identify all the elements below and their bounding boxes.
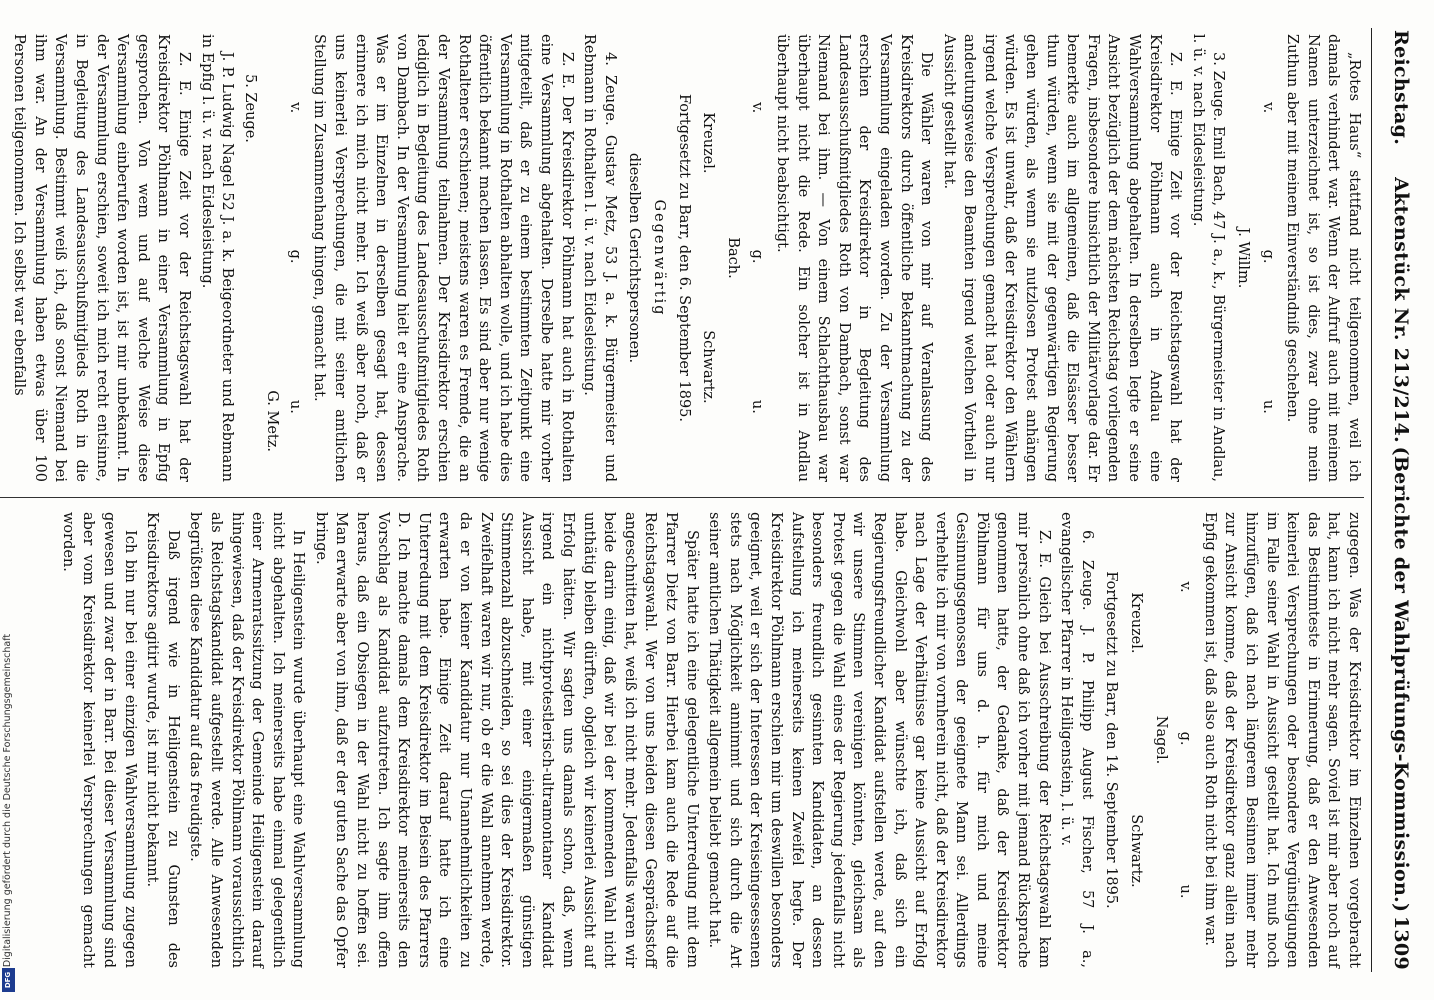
left-column [10, 34, 1364, 482]
signature-marks: v. g. u. [1177, 581, 1194, 899]
witness-label: 5. Zeuge. [241, 74, 258, 143]
right-column [10, 512, 1364, 968]
paragraph: J. P. Ludwig Nagel 52 J. a. k. Beigeordneter und Rebmann in Epfig l. ü. v. nach Eidesleistung. [198, 34, 236, 482]
present-heading: Gegenwärtig [651, 199, 667, 317]
dfg-logo: DFG [2, 968, 15, 992]
page-header [1372, 30, 1412, 970]
signature-marks: v. g. u. [286, 102, 303, 414]
paragraph: 6. Zeuge. J. P. Philipp August Fischer, 57 J. a., evangelischer Pfarrer in Heiligenstein, l. ü. v. [1058, 512, 1095, 968]
header-section: Reichstag. [1390, 30, 1412, 146]
header-rule [1371, 28, 1372, 972]
paragraph: zugegen. Was der Kreisdirektor im Einzelnen vorgebracht hat, kann ich nicht mehr sagen. Soviel ist mir aber noch auf das Bestimmteste in Erinnerung, daß er den Anwesenden keinerlei Versprechungen oder besondere Vergünstigungen im Falle seiner Wahl in Aussicht gestellt hat. Ich muß noch hinzufügen, daß ich nach längerem Besinnen immer mehr zur Ansicht komme, daß der Kreisdirektor ganz allein nach Epfig gekommen ist, daß also auch Roth nicht bei ihm war. [1201, 512, 1362, 968]
paragraph: Z. E. Gleich bei Ausschreibung der Reichstagswahl kam mir persönlich ohne daß ich vorher mit jemand Rücksprache genommen hatte, der Gedanke, daß der Kreisdirektor Pöhlmann für uns d. h. für mich und meine Gesinnungsgenossen der geeignete Mann sei. Allerdings verhehlte ich mir von vornherein nicht, daß der Kreisdirektor nach Lage der Verhältnisse gar keine Aussicht auf Erfolg habe. Gleichwohl aber wünschte ich, daß sich ein Regierungsfreundlicher Kandidat aufstellen werde, auf den wir unsere Stimmen vereinigen könnten, gleichsam als Protest gegen die Wahl eines der Regierung jedenfalls nicht besonders freundlich gesinnten Kandidaten, an dessen Aufstellung ich meinerseits keinen Zweifel hegte. Der Kreisdirektor Pöhlmann erschien mir um deswillen besonders geeignet, weil er sich der Interessen der Kreiseingesessenen stets nach Möglichkeit annimmt und sich durch die Art seiner amtlichen Thätigkeit allgemein beliebt gemacht hat. [706, 512, 1052, 968]
present-persons: dieselben Gerichtspersonen. [626, 152, 643, 364]
dateline: Fortgesetzt zu Barr, den 14. September 1895. [1103, 571, 1120, 909]
digitization-note: Digitalisierung gefördert durch die Deutsche Forschungsgemeinschaft [2, 633, 14, 967]
signature-name: J. Willm. [1235, 227, 1252, 289]
paragraph: 4. Zeuge. Gustav Metz, 53 J. a. k. Bürgermeister und Rebmann in Rothalten l. ü. v. nach Eidesleistung. [581, 34, 618, 482]
header-commission: (Berichte der Wahlprüfungs-Kommission.) [1390, 446, 1412, 913]
paragraph: Daß irgend wie in Heiligenstein zu Gunsten des Kreisdirektors agitirt wurde, ist mir nicht bekannt. [144, 512, 181, 968]
signature-marks: v. g. u. [749, 102, 766, 414]
paragraph: 3. Zeuge. Emil Bach, 47 J. a., k., Bürgermeister in Andlau, l. ü. v. nach Eidesleistung. [1189, 34, 1227, 482]
paragraph: Ich bin nur bei einer einzigen Wahlversammlung zugegen gewesen und zwar der in Barr. Bei dieser Versammlung sind aber vom Kreisdirektor keinerlei Versprechungen gemacht worden. [59, 512, 138, 968]
signature-name: Bach. [724, 237, 741, 279]
paragraph: Z. E. Einige Zeit vor der Reichstagswahl hat der Kreisdirektor Pöhlmann in einer Versammlung in Epfig gesprochen. Von wem und auf welche Weise diese Versammlung einberufen worden ist, ist mir unbekannt. In der Versammlung erschien, soweit ich mich recht entsinne, in Begleitung des Landesausschußmitglieds Roth in die Versammlung. Bestimmt weiß ich, daß sonst Niemand bei ihm war. An der Versammlung haben etwas über 100 Personen teilgenommen. Ich selbst war ebenfalls [11, 34, 192, 482]
signature-officials: Kreuzel. Schwartz. [700, 112, 717, 404]
paragraph: In Heiligenstein wurde überhaupt eine Wahlversammlung nicht abgehalten. Ich meinerseits habe einmal gelegentlich einer Armenratssitzung der Gemeinde Heiligenstein darauf hingewiesen, daß der Kreisdirektor Pöhlmann voraussichtlich als Reichstagskandidat aufgestellt werde. Alle Anwesenden begrüßten diese Kandidatur auf das freudigste. [187, 512, 307, 968]
signature-marks: v. g. u. [1259, 102, 1276, 414]
paragraph: Z. E. Der Kreisdirektor Pöhlmann hat auch in Rothalten eine Versammlung abgehalten. Derselbe hatte mir vorher mitgeteilt, daß er zu einem bestimmten Zeitpunkt eine Versammlung in Rothalten abhalten wolle, und ich habe dies öffentlich bekannt machen lassen. Es sind aber nur wenige Rothaltener erschienen; meistens waren es Fremde, die an der Versammlung teilnahmen. Der Kreisdirektor erschien lediglich in Begleitung des Landesausschußmitgliedes Roth von Dambach. In der Versammlung hielt er eine Ansprache. Was er im Einzelnen in derselben gesagt hat, dessen erinnere ich mich nicht mehr. Ich weiß aber noch, daß er uns keinerlei Versprechungen, die mit seiner amtlichen Stellung im Zusammenhang hingen, gemacht hat. [311, 34, 575, 482]
paragraph: „Rotes Haus“ stattfand nicht teilgenommen, weil ich damals verhindert war. Wenn der Aufruf auch mit meinem Namen unterzeichnet ist, so ist dies, zwar ohne mein Zuthun aber mit meinem Einverständniß geschehen. [1284, 34, 1362, 482]
paragraph: Z. E. Einige Zeit vor der Reichstagswahl hat der Kreisdirektor Pöhlmann auch in Andlau eine Wahlversammlung abgehalten. In derselben legte er seine Ansicht bezüglich der dem nächsten Reichstag vorliegenden Fragen, insbesondere hinsichtlich der Militärvorlage dar. Er bemerkte auch im allgemeinen, daß die Elsässer besser thun würden, wenn sie mit der gegenwärtigen Regierung gehen würden, als wenn sie nutzlosen Protest anhängen würden. Es ist unwahr, daß der Kreisdirektor den Wählern irgend welche Versprechungen gemacht hat oder auch nur andeutungsweise den Beamten irgend welchen Vortheil in Aussicht gestellt hat. [940, 34, 1184, 482]
column-divider [0, 497, 1364, 498]
header-doc-number: Aktenstück Nr. 213/214. [1390, 177, 1412, 444]
signature-name: Nagel. [1152, 715, 1169, 765]
signature-name: G. Metz. [264, 390, 281, 452]
signature-officials: Kreuzel. Schwartz. [1128, 592, 1145, 888]
page-number: 1309 [1390, 915, 1412, 970]
paragraph: Die Wähler waren von mir auf Veranlassung des Kreisdirektors durch öffentliche Bekanntmachung zu der Versammlung eingeladen worden. Zu der Versammlung erschien der Kreisdirektor in Begleitung des Landesausschußmitgliedes Roth von Dambach, sonst war Niemand bei ihm. — Von einem Schlachthausbau war überhaupt nicht die Rede. Ein solcher ist in Andlau überhaupt nicht beabsichtigt. [773, 34, 935, 482]
dateline: Fortgesetzt zu Barr, den 6. September 1895. [675, 93, 692, 423]
paragraph: Später hatte ich eine gelegentliche Unterredung mit dem Pfarrer Dietz von Barr. Hierbei kam auch die Rede auf die Reichstagswahl. Wer von uns beiden diesen Gesprächsstoff angeschnitten hat, weiß ich nicht mehr. Jedenfalls waren wir beide darin einig, daß wir bei der kommenden Wahl nicht unthätig bleiben dürften, obgleich wir keinerlei Aussicht auf Erfolg hätten. Wir sagten uns damals schon, daß, wenn irgend ein nichtprotestlerisch-ultramontaner Kandidat Aussicht habe, mit einer einigermaßen günstigen Stimmenzahl abzuschneiden, so sei dies der Kreisdirektor. Zweifelhaft waren wir nur, ob er die Wahl annehmen werde, da er von keiner Kandidatur nur Unannehmlichkeiten zu erwarten habe. Einige Zeit darauf hatte ich eine Unterredung mit dem Kreisdirektor im Beisein des Pfarrers D. Ich machte damals dem Kreisdirektor meinerseits den Vorschlag als Kandidat aufzutreten. Ich sagte ihm offen heraus, daß ein Obsiegen in der Wahl nicht zu hoffen sei. Man erwarte aber von ihm, daß er der guten Sache das Opfer bringe. [312, 512, 700, 968]
